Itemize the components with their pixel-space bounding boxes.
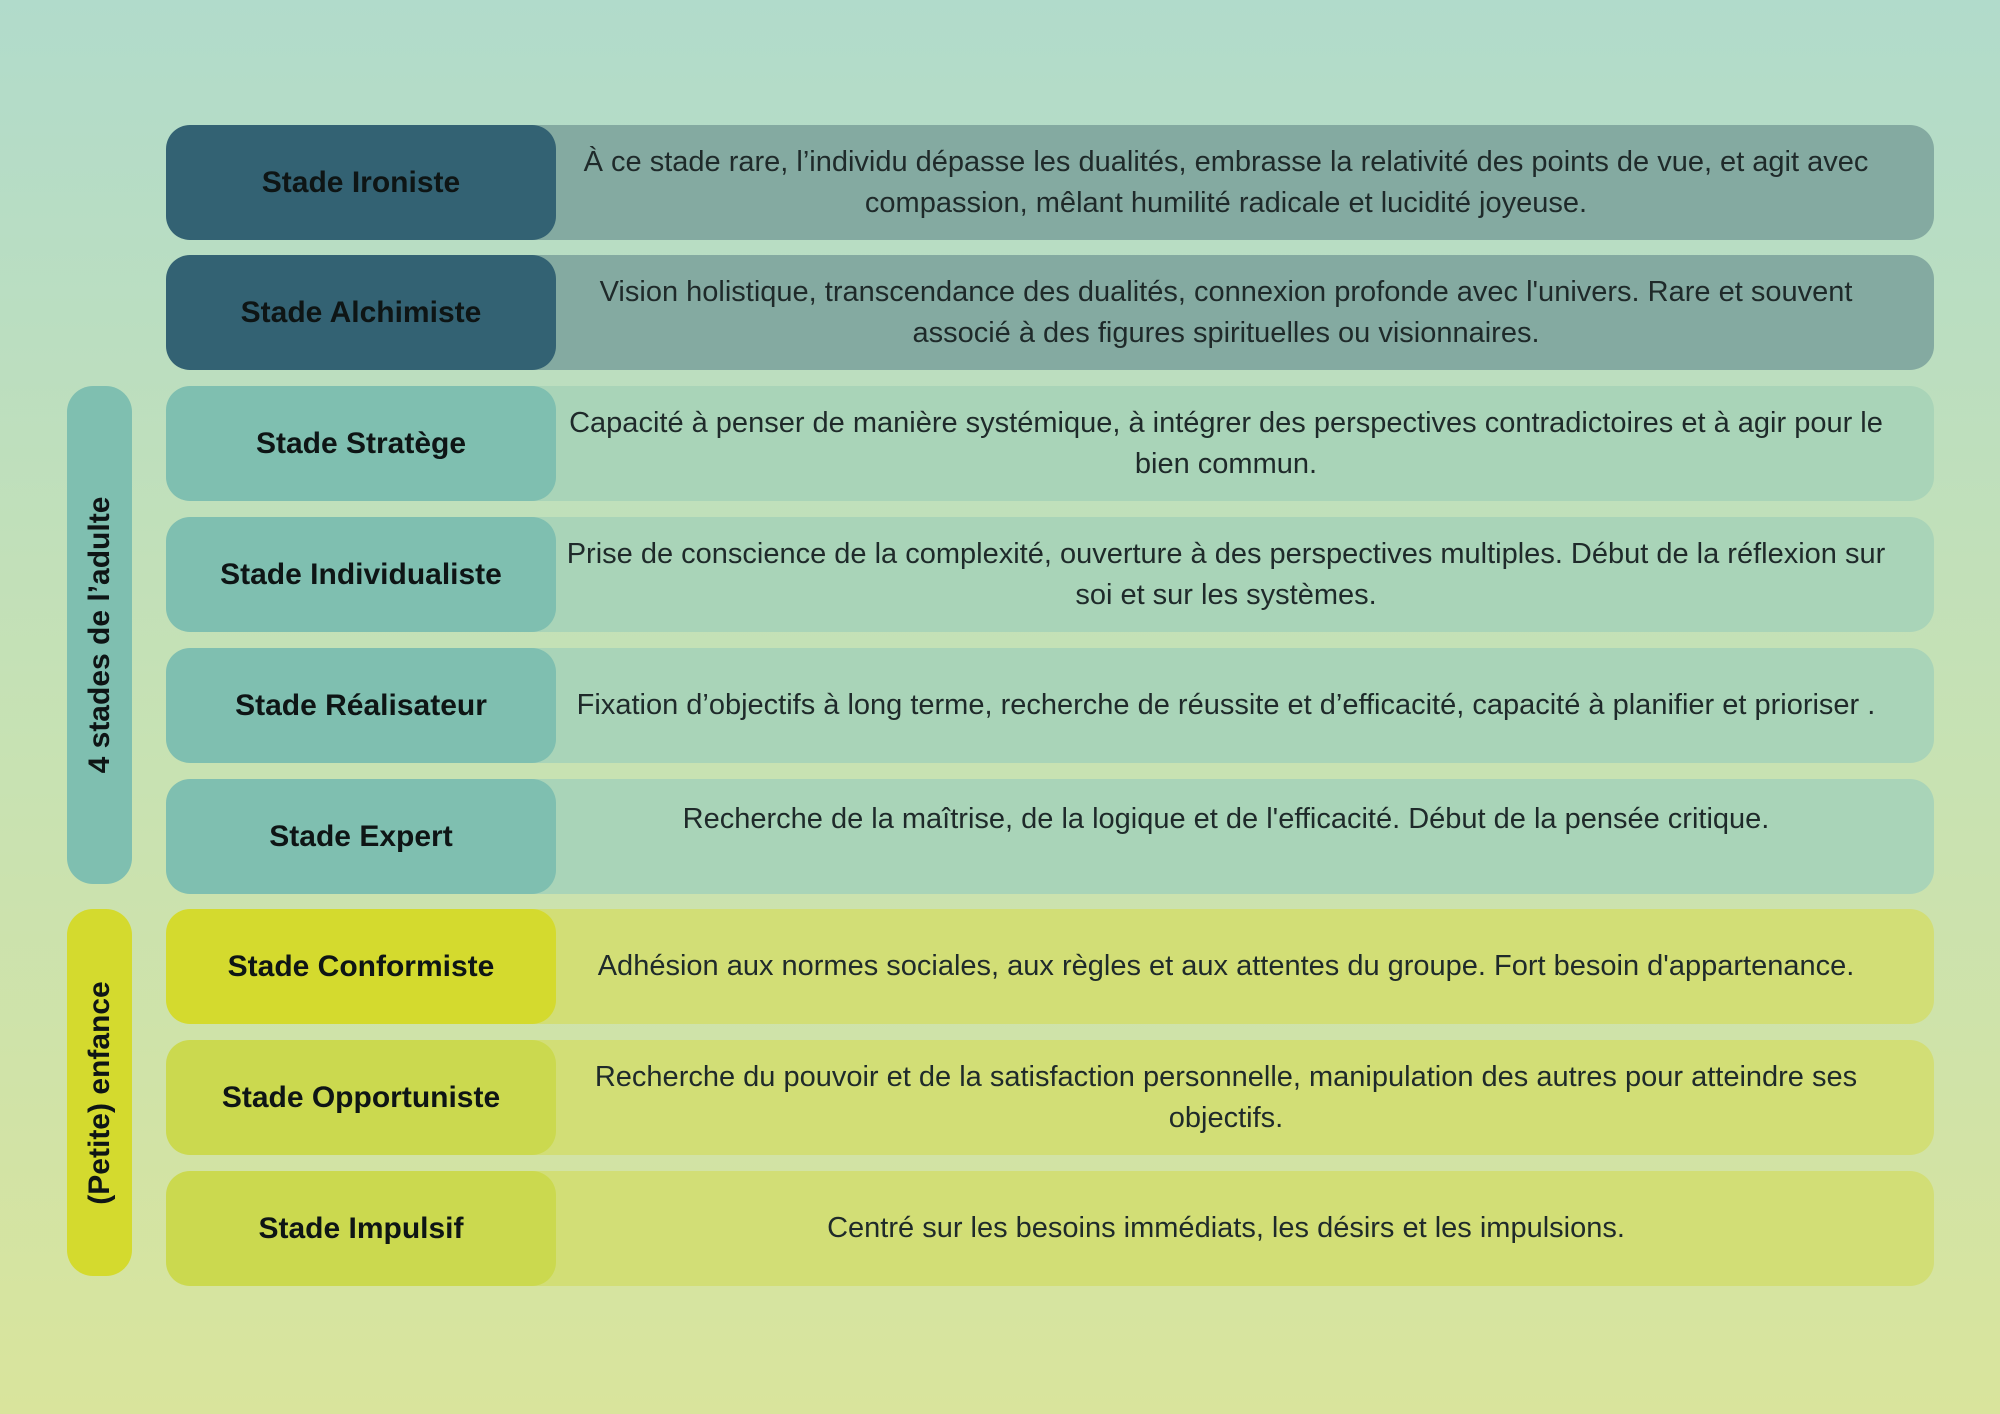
group-adult-bracket [67,386,132,884]
stage-description: Vision holistique, transcendance des dualités, connexion profonde avec l'univers. Rare et souvent associé à des figures spirituelles ou visionnaires. [396,255,1934,370]
stage-row-expert [166,779,1934,894]
stage-description: Capacité à penser de manière systémique, à intégrer des perspectives contradictoires et à agir pour le bien commun. [396,386,1934,501]
group-childhood-label: (Petite) enfance [82,980,116,1205]
stage-row-ironiste [166,125,1934,240]
stage-label: Stade Stratège [166,386,556,501]
stage-description: À ce stade rare, l’individu dépasse les dualités, embrasse la relativité des points de vue, et agit avec compassion, mêlant humilité radicale et lucidité joyeuse. [396,125,1934,240]
stage-row-realisateur [166,648,1934,763]
stage-label: Stade Ironiste [166,125,556,240]
stage-description: Adhésion aux normes sociales, aux règles et aux attentes du groupe. Fort besoin d'appartenance. [396,909,1934,1024]
stage-label: Stade Réalisateur [166,648,556,763]
stage-label: Stade Impulsif [166,1171,556,1286]
stage-row-opportuniste [166,1040,1934,1155]
stage-row-stratege [166,386,1934,501]
stage-label: Stade Conformiste [166,909,556,1024]
stage-description: Recherche du pouvoir et de la satisfaction personnelle, manipulation des autres pour atteindre ses objectifs. [396,1040,1934,1155]
stage-row-conformiste [166,909,1934,1024]
stage-description: Recherche de la maîtrise, de la logique et de l'efficacité. Début de la pensée critique. [396,779,1934,894]
stage-label: Stade Alchimiste [166,255,556,370]
stage-description: Centré sur les besoins immédiats, les désirs et les impulsions. [396,1171,1934,1286]
stage-description: Prise de conscience de la complexité, ouverture à des perspectives multiples. Début de la réflexion sur soi et sur les systèmes. [396,517,1934,632]
stage-row-alchimiste [166,255,1934,370]
stage-row-impulsif [166,1171,1934,1286]
stage-description: Fixation d’objectifs à long terme, recherche de réussite et d’efficacité, capacité à planifier et prioriser . [396,648,1934,763]
group-adult-label: 4 stades de l’adulte [82,496,116,774]
stage-row-individualiste [166,517,1934,632]
group-childhood-bracket [67,909,132,1276]
stage-label: Stade Opportuniste [166,1040,556,1155]
stage-label: Stade Individualiste [166,517,556,632]
stage-label: Stade Expert [166,779,556,894]
